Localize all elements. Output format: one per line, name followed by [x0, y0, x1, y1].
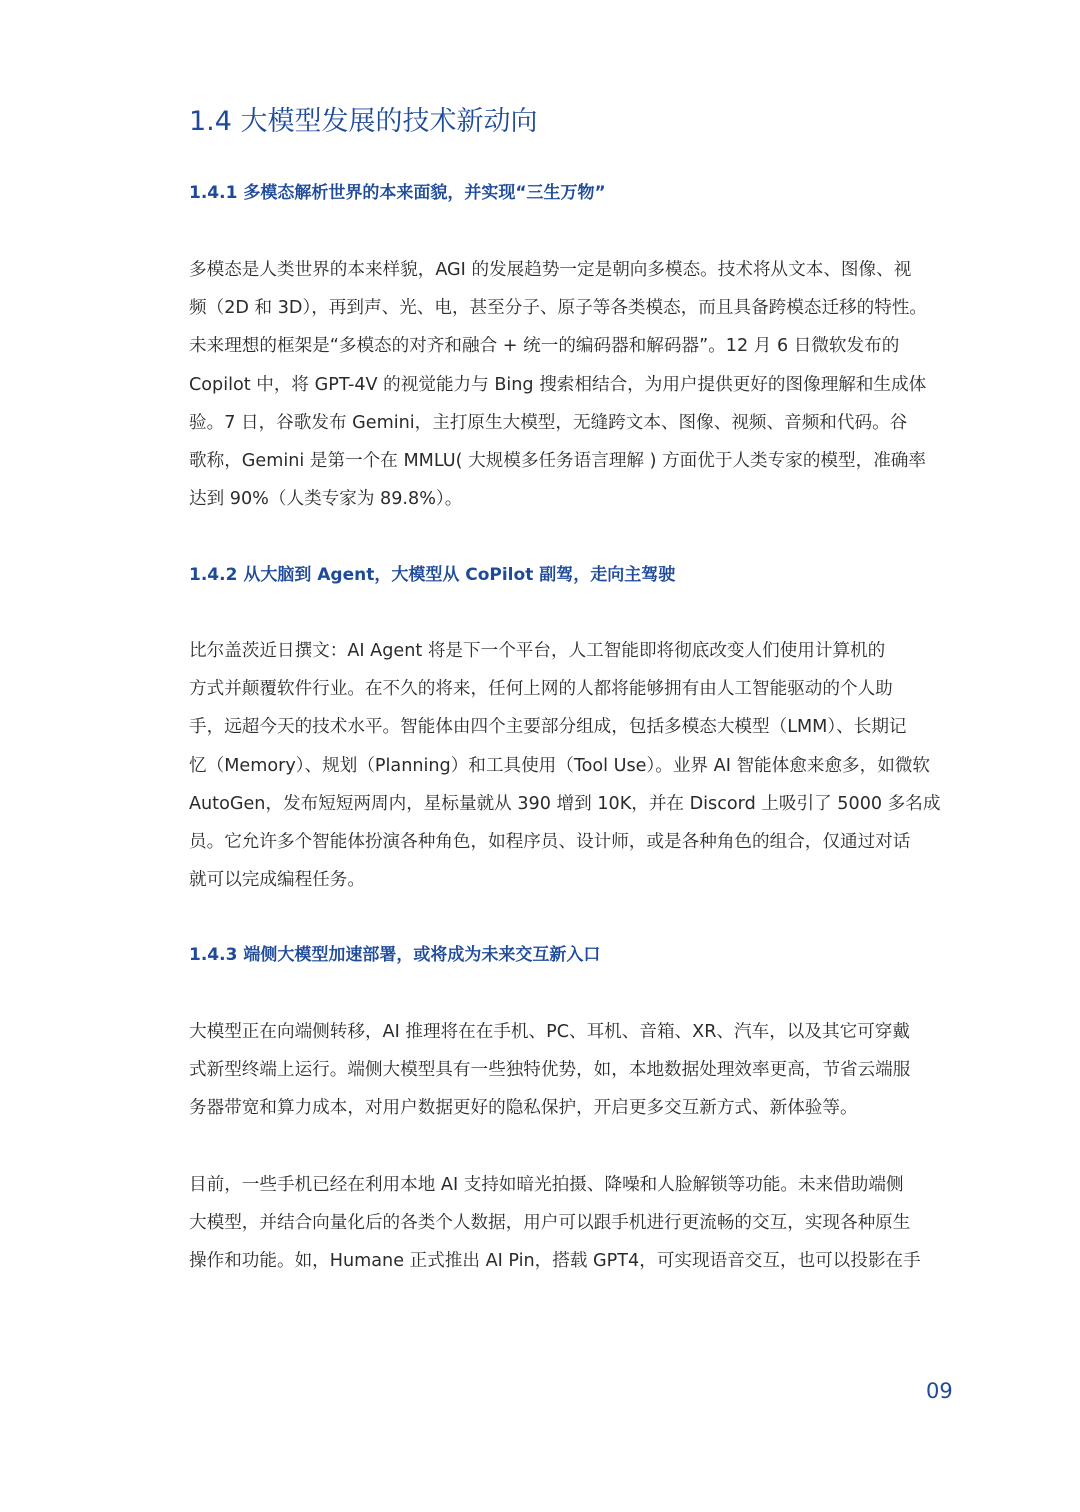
subsection-heading-1-4-1: 1.4.1 多模态解析世界的本来面貌，并实现“三生万物” [189, 183, 606, 203]
text-line: 手，远超今天的技术水平。智能体由四个主要部分组成，包括多模态大模型（LMM）、长期记 [189, 717, 907, 738]
text-line: 未来理想的框架是“多模态的对齐和融合 + 统一的编码器和解码器”。12 月 6 日微软发布的 [189, 336, 900, 357]
text-line: 大模型正在向端侧转移，AI 推理将在在手机、PC、耳机、音箱、XR、汽车，以及其它可穿戴 [189, 1022, 910, 1042]
text-line: 达到 90%（人类专家为 89.8%）。 [189, 489, 463, 510]
paragraph-phone-ai [189, 1166, 989, 1281]
text-line: 方式并颠覆软件行业。在不久的将来，任何上网的人都将能够拥有由人工智能驱动的个人助 [189, 679, 893, 700]
text-line: 操作和功能。如，Humane 正式推出 AI Pin，搭载 GPT4，可实现语音交互，也可以投影在手 [189, 1251, 921, 1272]
subsection-heading-1-4-3: 1.4.3 端侧大模型加速部署，或将成为未来交互新入口 [189, 945, 601, 965]
text-line: AutoGen，发布短短两周内，星标量就从 390 增到 10K，并在 Discord 上吸引了 5000 多名成 [189, 793, 941, 814]
text-line: 就可以完成编程任务。 [189, 870, 365, 891]
text-line: Copilot 中，将 GPT-4V 的视觉能力与 Bing 搜索相结合，为用户提供更好的图像理解和生成体 [189, 374, 927, 395]
section-title: 1.4 大模型发展的技术新动向 [189, 106, 538, 137]
text-line: 比尔盖茨近日撰文：AI Agent 将是下一个平台，人工智能即将彻底改变人们使用计算机的 [189, 641, 886, 661]
paragraph-on-device [189, 1013, 989, 1128]
text-line: 频（2D 和 3D），再到声、光、电，甚至分子、原子等各类模态，而且具备跨模态迁移的特性。 [189, 298, 928, 319]
text-line: 务器带宽和算力成本，对用户数据更好的隐私保护，开启更多交互新方式、新体验等。 [189, 1098, 858, 1119]
text-line: 验。7 日，谷歌发布 Gemini，主打原生大模型，无缝跨文本、图像、视频、音频和代码。谷 [189, 412, 908, 433]
text-line: 大模型，并结合向量化后的各类个人数据，用户可以跟手机进行更流畅的交互，实现各种原生 [189, 1213, 911, 1234]
text-line: 忆（Memory）、规划（Planning）和工具使用（Tool Use）。业界 AI 智能体愈来愈多，如微软 [189, 755, 931, 776]
paragraph-agent [189, 632, 989, 899]
text-line: 歌称，Gemini 是第一个在 MMLU( 大规模多任务语言理解 ) 方面优于人类专家的模型，准确率 [189, 450, 926, 471]
paragraph-multimodal [189, 251, 989, 518]
text-line: 目前，一些手机已经在利用本地 AI 支持如暗光拍摄、降噪和人脸解锁等功能。未来借助端侧 [189, 1175, 904, 1195]
subsection-heading-1-4-2: 1.4.2 从大脑到 Agent，大模型从 CoPilot 副驾，走向主驾驶 [189, 565, 676, 585]
text-line: 式新型终端上运行。端侧大模型具有一些独特优势，如，本地数据处理效率更高，节省云端服 [189, 1060, 911, 1081]
text-line: 员。它允许多个智能体扮演各种角色，如程序员、设计师，或是各种角色的组合，仅通过对话 [189, 831, 911, 852]
text-line: 多模态是人类世界的本来样貌，AGI 的发展趋势一定是朝向多模态。技术将从文本、图像、视 [189, 260, 912, 280]
page-number: 09 [926, 1379, 953, 1403]
